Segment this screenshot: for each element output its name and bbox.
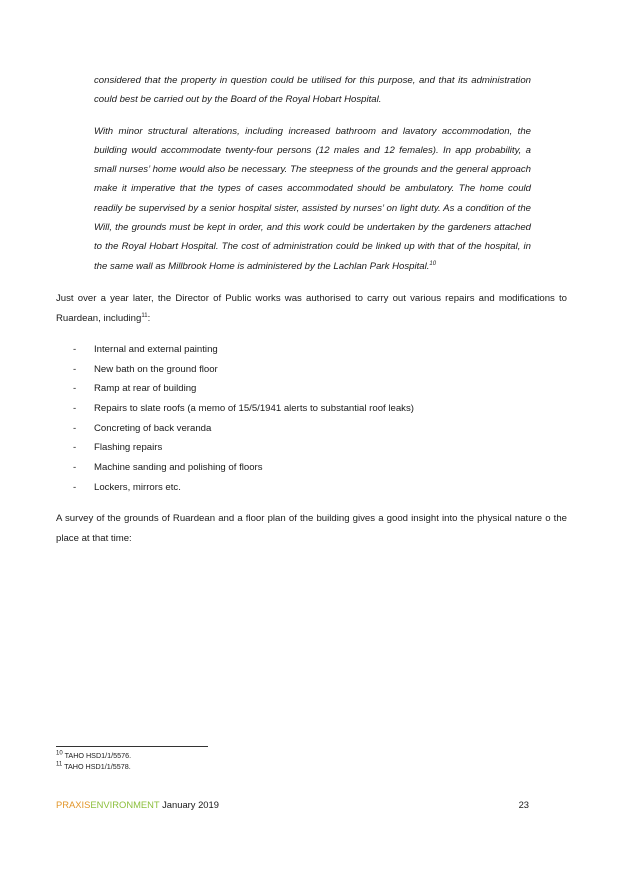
list-item xyxy=(56,458,414,478)
footnote-text: TAHO HSD1/1/5576. xyxy=(64,751,132,760)
list-item-text: Machine sanding and polishing of floors xyxy=(94,462,263,474)
list-dash: - xyxy=(73,442,77,454)
footnote-11 xyxy=(56,762,131,773)
list-dash: - xyxy=(73,383,77,395)
footnote-text: TAHO HSD1/1/5578. xyxy=(64,761,131,771)
list-item xyxy=(56,379,414,399)
list-item xyxy=(56,419,414,439)
footnote-10 xyxy=(56,751,131,762)
list-dash: - xyxy=(73,344,77,355)
list-item xyxy=(56,340,414,360)
list-item xyxy=(56,360,414,380)
footnote-number: 11 xyxy=(56,761,63,768)
list-item-text: New bath on the ground floor xyxy=(94,363,218,375)
list-item-text: Lockers, mirrors etc. xyxy=(94,481,181,493)
page-number: 23 xyxy=(518,799,529,810)
list-item-text: Ramp at rear of building xyxy=(94,383,197,395)
list-dash: - xyxy=(73,422,77,434)
list-item xyxy=(56,399,414,419)
body-paragraph-1-text: Just over a year later, the Director of Public works was authorised to carry out various repairs and modifications to Ruardean, including xyxy=(56,293,567,324)
footer-brand-praxis: PRAXIS xyxy=(56,799,91,810)
list-item-text: Flashing repairs xyxy=(94,442,163,454)
list-item-text: Concreting of back veranda xyxy=(94,422,212,434)
list-dash: - xyxy=(73,481,77,493)
page-footer xyxy=(56,798,529,812)
quote-paragraph-2 xyxy=(94,122,531,276)
repairs-list xyxy=(56,340,414,498)
footnote-separator xyxy=(56,746,208,747)
body-paragraph-1 xyxy=(56,289,567,328)
quote-paragraph-2-text: With minor structural alterations, including increased bathroom and lavatory accommodation, the building would accommodate twenty-four persons (12 males and 12 females). In app probability, a small nurses’ home would also be necessary. The steepness of the grounds and the general approach make it imperative that the types of cases accommodated should be ambulatory. The home could readily be supervised by a senior hospital sister, assisted by nurses’ on light duty. As a condition of the Will, the grounds must be kept in order, and this work could be undertaken by the gardeners attached to the Royal Hobart Hospital. The cost of administration could be linked up with that of the hospital, in the same wall as Millbrook Home is administered by the Lachlan Park Hospital. xyxy=(94,125,531,272)
footnote-number: 10 xyxy=(56,750,63,757)
block-quote xyxy=(94,71,531,276)
list-dash: - xyxy=(73,363,77,375)
footer-date: January 2019 xyxy=(162,799,219,810)
footnote-ref-11: 11 xyxy=(141,312,148,319)
list-dash: - xyxy=(73,462,77,474)
list-item-text: Repairs to slate roofs (a memo of 15/5/1941 alerts to substantial roof leaks) xyxy=(94,403,414,415)
body-paragraph-1-colon: : xyxy=(147,312,151,324)
list-item xyxy=(56,478,414,498)
body-paragraph-2: A survey of the grounds of Ruardean and a floor plan of the building gives a good insight into the physical nature o the place at that time: xyxy=(56,513,567,544)
list-item xyxy=(56,438,414,458)
quote-paragraph-1: considered that the property in question could be utilised for this purpose, and that its administration could best be carried out by the Board of the Royal Hobart Hospital. xyxy=(94,75,531,106)
footnotes xyxy=(56,751,131,772)
footnote-ref-10: 10 xyxy=(429,260,437,267)
footer-brand-environment: ENVIRONMENT xyxy=(90,799,160,810)
list-item-text: Internal and external painting xyxy=(94,344,218,355)
list-dash: - xyxy=(73,403,77,415)
